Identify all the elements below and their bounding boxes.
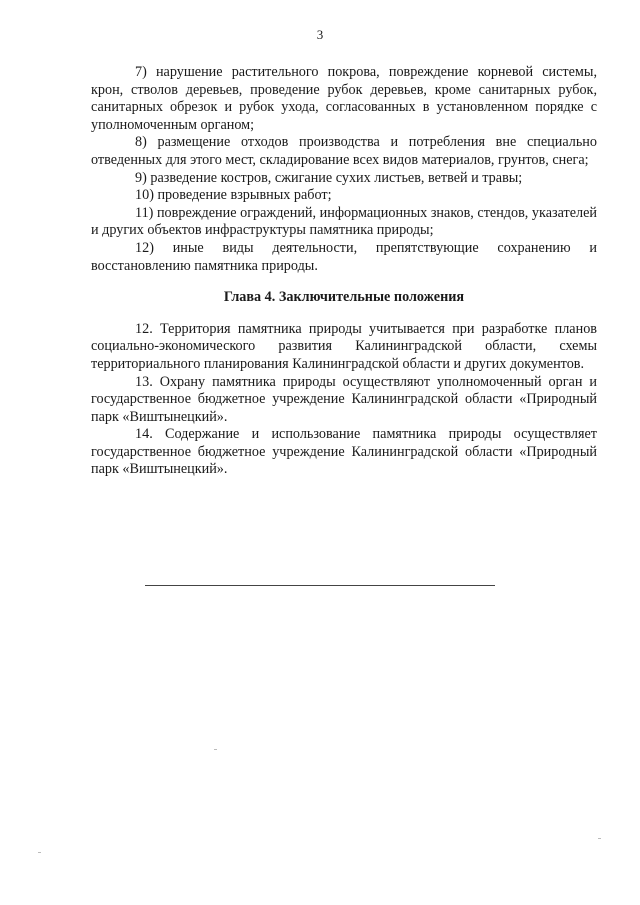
list-item-10: 10) проведение взрывных работ;	[135, 187, 332, 204]
scan-speck	[214, 749, 217, 750]
chapter-heading: Глава 4. Заключительные положения	[223, 289, 465, 306]
clause-12: 12. Территория памятника природы учитывается при разработке планов социально-экономического развития Калининградской области, схемы территориального планирования Калининградской области и других документов.	[91, 320, 597, 372]
scan-speck	[598, 838, 601, 839]
end-of-document-rule	[145, 585, 495, 586]
clause-13: 13. Охрану памятника природы осуществляют уполномоченный орган и государственное бюджетное учреждение Калининградской области «Природный парк «Виштынецкий».	[91, 373, 597, 425]
page-number: 3	[316, 27, 324, 42]
clause-14: 14. Содержание и использование памятника природы осуществляет государственное бюджетное учреждение Калининградской области «Природный парк «Виштынецкий».	[91, 426, 597, 478]
scan-speck	[38, 852, 41, 853]
list-item-12: 12) иные виды деятельности, препятствующие сохранению и восстановлению памятника природы.	[91, 239, 597, 274]
list-item-8: 8) размещение отходов производства и потребления вне специально отведенных для этого мест, складирование всех видов материалов, грунтов, снега;	[91, 134, 597, 168]
list-item-7: 7) нарушение растительного покрова, повреждение корневой системы, крон, стволов деревьев, проведение рубок деревьев, кроме санитарных рубок, санитарных обрезок и рубок ухода, согласованных в установленном порядке с уполномоченным органом;	[91, 64, 597, 133]
list-item-11: 11) повреждение ограждений, информационных знаков, стендов, указателей и других объектов инфраструктуры памятника природы;	[91, 204, 597, 239]
document-body	[91, 64, 597, 479]
list-item-9: 9) разведение костров, сжигание сухих листьев, ветвей и травы;	[135, 169, 523, 186]
